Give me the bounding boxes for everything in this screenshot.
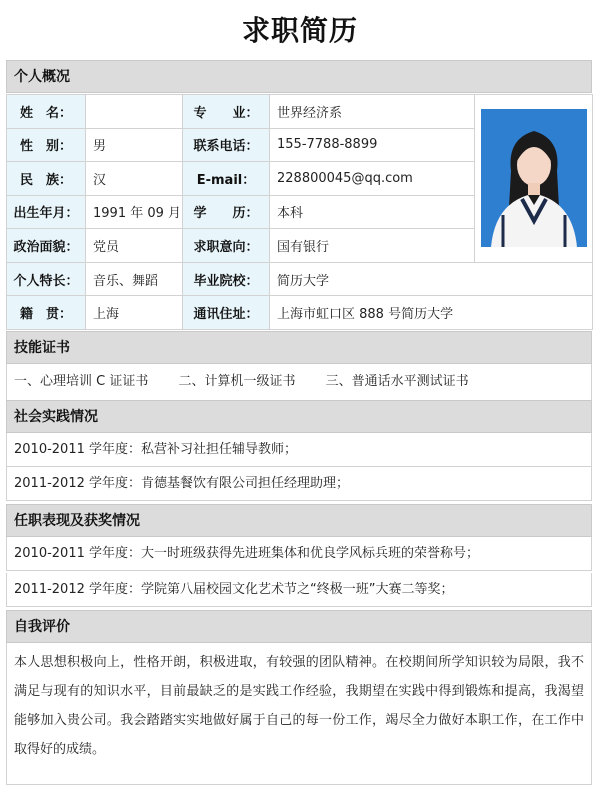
- politics-label: 政治面貌：: [7, 229, 86, 263]
- gender-value: 男: [86, 128, 183, 162]
- specialty-label: 个人特长：: [7, 262, 86, 296]
- self-evaluation-text: 本人思想积极向上，性格开朗，积极进取，有较强的团队精神。在校期间所学知识较为局限，我不满足与现有的知识水平，目前最缺乏的是实践工作经验，我期望在实践中得到锻炼和提高，我渴望能够加入贵公司。我会踏踏实实地做好属于自己的每一份工作，竭尽全力做好本职工作，在工作中取得好的成绩。: [6, 643, 592, 785]
- school-label: 毕业院校：: [183, 262, 270, 296]
- resume-title: 求职简历: [241, 14, 358, 47]
- address-label: 通讯住址：: [183, 296, 270, 330]
- intention-label: 求职意向：: [183, 229, 270, 263]
- phone-value: 155-7788-8899: [270, 128, 475, 162]
- section-awards: 任职表现及获奖情况: [6, 504, 592, 537]
- section-self-evaluation: 自我评价: [6, 610, 592, 643]
- section-basic-info: 个人概况: [6, 60, 592, 93]
- hometown-label: 籍 贯：: [7, 296, 86, 330]
- skills-list: [6, 364, 592, 400]
- name-value: [86, 95, 183, 129]
- section-skills: 技能证书: [6, 331, 592, 364]
- skill-item: 二、计算机一级证书: [178, 374, 296, 389]
- education-value: 本科: [270, 195, 475, 229]
- award-item: 2010-2011 学年度：大一时班级获得先进班集体和优良学风标兵班的荣誉称号；: [6, 537, 592, 571]
- major-label: 专 业：: [183, 95, 270, 129]
- photo-cell: [475, 95, 593, 263]
- profile-photo: [481, 109, 587, 247]
- award-item: 2011-2012 学年度：学院第八届校园文化艺术节之“终极一班”大赛二等奖；: [6, 573, 592, 607]
- education-label: 学 历：: [183, 195, 270, 229]
- phone-label: 联系电话：: [183, 128, 270, 162]
- practice-item: 2011-2012 学年度：肯德基餐饮有限公司担任经理助理；: [6, 467, 592, 501]
- address-value: 上海市虹口区 888 号简历大学: [270, 296, 593, 330]
- major-value: 世界经济系: [270, 95, 475, 129]
- section-practice: 社会实践情况: [6, 400, 592, 433]
- email-label: E-mail：: [183, 162, 270, 196]
- basic-info-table: [6, 94, 593, 330]
- ethnicity-label: 民 族：: [7, 162, 86, 196]
- intention-value: 国有银行: [270, 229, 475, 263]
- hometown-value: 上海: [86, 296, 183, 330]
- skill-item: 三、普通话水平测试证书: [325, 374, 469, 389]
- name-label: 姓 名：: [7, 95, 86, 129]
- politics-value: 党员: [86, 229, 183, 263]
- school-value: 简历大学: [270, 262, 593, 296]
- ethnicity-value: 汉: [86, 162, 183, 196]
- birth-value: 1991 年 09 月: [86, 195, 183, 229]
- specialty-value: 音乐、舞蹈: [86, 262, 183, 296]
- gender-label: 性 别：: [7, 128, 86, 162]
- email-value: 228800045@qq.com: [270, 162, 475, 196]
- skill-item: 一、心理培训 C 证证书: [14, 374, 149, 389]
- practice-item: 2010-2011 学年度：私营补习社担任辅导教师；: [6, 433, 592, 467]
- birth-label: 出生年月：: [7, 195, 86, 229]
